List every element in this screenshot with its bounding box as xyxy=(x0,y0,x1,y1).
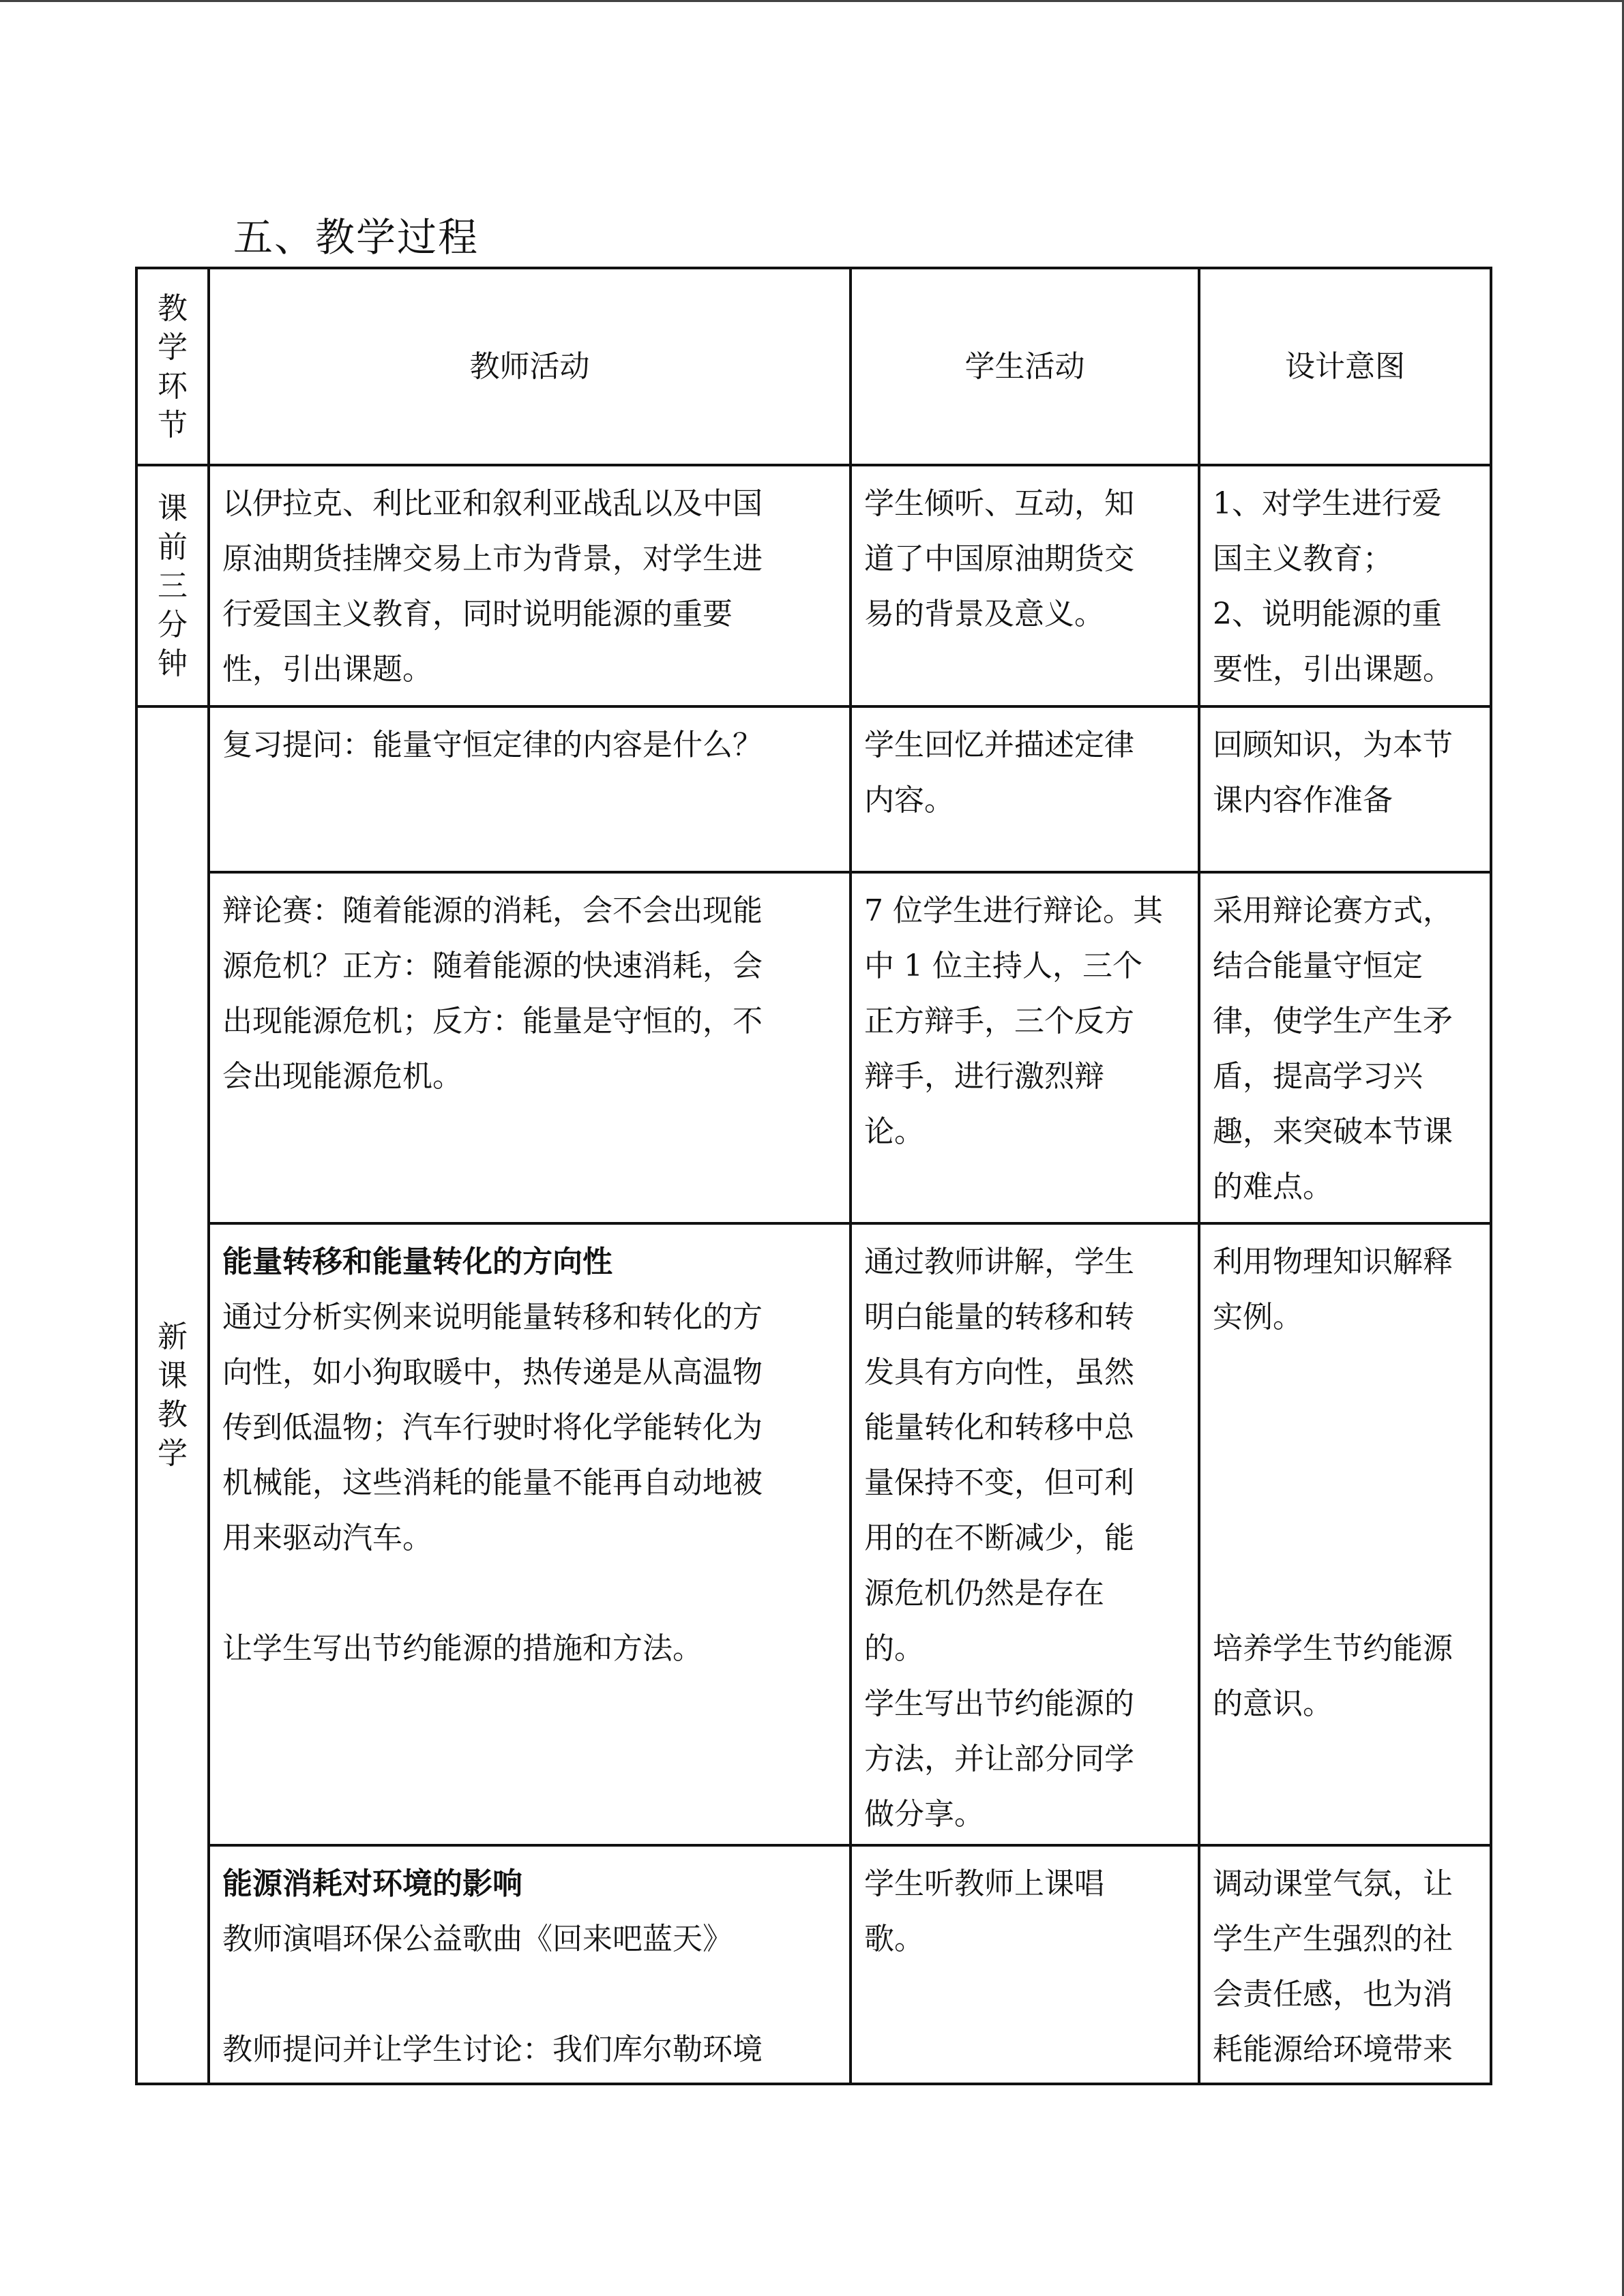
header-teacher: 教师活动 xyxy=(209,268,851,465)
review-teacher-activity: 复习提问：能量守恒定律的内容是什么？ xyxy=(209,706,851,872)
environment-teacher-activity: 能源消耗对环境的影响 教师演唱环保公益歌曲《回来吧蓝天》 教师提问并让学生讨论：我们库尔勒环境 xyxy=(209,1845,851,2084)
pre-design-intent: 1、对学生进行爱 国主义教育； 2、说明能源的重 要性，引出课题。 xyxy=(1199,465,1491,706)
stage-new-lesson: 新课教学 xyxy=(136,706,209,2084)
header-intent: 设计意图 xyxy=(1199,268,1491,465)
header-student: 学生活动 xyxy=(851,268,1199,465)
environment-heading: 能源消耗对环境的影响 xyxy=(222,1866,522,1901)
direction-heading: 能量转移和能量转化的方向性 xyxy=(222,1244,612,1279)
direction-design-intent: 利用物理知识解释 实例。 培养学生节约能源 的意识。 xyxy=(1199,1223,1491,1845)
review-student-activity: 学生回忆并描述定律 内容。 xyxy=(851,706,1199,872)
table-row-pre-class xyxy=(136,465,1491,706)
environment-design-intent: 调动课堂气氛，让 学生产生强烈的社 会责任感，也为消 耗能源给环境带来 xyxy=(1199,1845,1491,2084)
stage-pre-class: 课前三分钟 xyxy=(136,465,209,706)
environment-student-activity: 学生听教师上课唱 歌。 xyxy=(851,1845,1199,2084)
header-stage: 教学环节 xyxy=(136,268,209,465)
table-row-environment xyxy=(136,1845,1491,2084)
pre-teacher-activity: 以伊拉克、利比亚和叙利亚战乱以及中国 原油期货挂牌交易上市为背景，对学生进 行爱国主义教育，同时说明能源的重要 性，引出课题。 xyxy=(209,465,851,706)
debate-design-intent: 采用辩论赛方式， 结合能量守恒定 律，使学生产生矛 盾，提高学习兴 趣，来突破本节课 的难点。 xyxy=(1199,872,1491,1223)
direction-teacher-activity: 能量转移和能量转化的方向性 通过分析实例来说明能量转移和转化的方 向性，如小狗取暖中，热传递是从高温物 传到低温物；汽车行驶时将化学能转化为 机械能，这些消耗的能量不能再自动地被 用来驱动汽车。 让学生写出节约能源的措施和方法。 xyxy=(209,1223,851,1845)
review-design-intent: 回顾知识，为本节 课内容作准备 xyxy=(1199,706,1491,872)
teaching-process-table xyxy=(135,267,1492,2085)
debate-student-activity: 7 位学生进行辩论。其 中 1 位主持人，三个 正方辩手，三个反方 辩手，进行激烈辩 论。 xyxy=(851,872,1199,1223)
section-title: 五、教学过程 xyxy=(233,214,479,260)
table-row-debate xyxy=(136,872,1491,1223)
direction-student-activity: 通过教师讲解，学生 明白能量的转移和转 发具有方向性，虽然 能量转化和转移中总 量保持不变，但可利 用的在不断减少，能 源危机仍然是存在 的。 学生写出节约能源的 方法，并让部分同学 做分享。 xyxy=(851,1223,1199,1845)
pre-student-activity: 学生倾听、互动，知 道了中国原油期货交 易的背景及意义。 xyxy=(851,465,1199,706)
table-header-row xyxy=(136,268,1491,465)
table-row-review xyxy=(136,706,1491,872)
debate-teacher-activity: 辩论赛：随着能源的消耗，会不会出现能 源危机？正方：随着能源的快速消耗，会 出现能源危机；反方：能量是守恒的，不 会出现能源危机。 xyxy=(209,872,851,1223)
table-row-energy-direction xyxy=(136,1223,1491,1845)
